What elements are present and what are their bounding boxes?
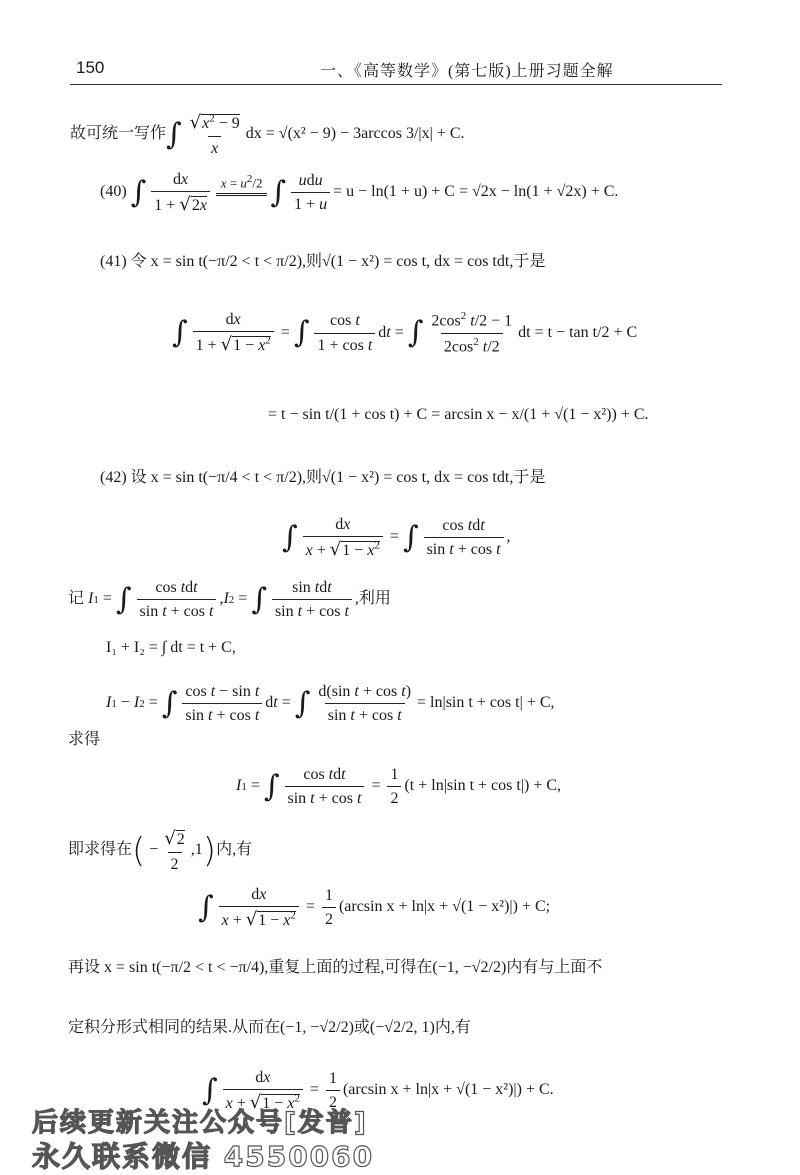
problem-41-integral: ∫ $\frac{dx}{1 + √1 - x^2}$ = ∫ $\frac{\text{cos t}}{\text{1 + cos t}}$ d t = ∫ $\frac{2\cos^2 t/2 - 1}{2\cos^2 t/2}$ dt = t − tan t/2 + C xyxy=(172,310,638,356)
qiude-label: 求得 xyxy=(68,731,101,748)
i1-result: I 1 = ∫ $\frac{\text{cos tdt}}{\text{sin t + cos t}}$ = $\frac{1}{2}$ (t + ln|sin t + cos t|) + C, xyxy=(236,766,562,808)
jiqiu-suffix: 内,有 xyxy=(216,841,253,859)
unify-line: 故可统一写作 ∫ $\frac{√x^2 - 9}{x}$ dx = √(x² − 9) − 3arccos 3/|x| + C. xyxy=(70,112,465,157)
problem-42-integral: ∫ $\frac{dx}{x + √1 - x^2}$ = ∫ $\frac{\text{cos tdt}}{\text{sin t + cos t}}$ , xyxy=(282,516,511,561)
dingji-line: 定积分形式相同的结果.从而在(−1, −√2/2)或(−√2/2, 1)内,有 xyxy=(68,1019,471,1036)
i1-tail: (t + ln|sin t + cos t|) + C, xyxy=(404,777,562,795)
result-1: ∫ $\frac{dx}{x + √1 - x^2}$ = $\frac{1}{2}$ (arcsin x + ln|x + √(1 − x²)|) + C; xyxy=(198,886,551,931)
jiqiu-prefix: 即求得在 xyxy=(68,841,133,859)
ji-label: 记 xyxy=(68,590,85,608)
res1-tail: (arcsin x + ln|x + √(1 − x²)|) + C; xyxy=(338,898,551,916)
running-title: 一、《高等数学》(第七版)上册习题全解 xyxy=(320,63,614,80)
diff-line: I 1 − I 2 = ∫ $\frac{\text{cos t − sin t}}{\text{sin t + cos t}}$ d t = ∫ $\frac{\text{d(sin t + cos t)}}{\text{sin t + cos t}}$ = ln|sin t + cos t| + C, xyxy=(106,683,555,725)
p40-label: (40) xyxy=(100,183,127,201)
zaishe-line: 再设 x = sin t(−π/2 < t < −π/4),重复上面的过程,可得在(−1, −√2/2)内有与上面不 xyxy=(68,959,603,976)
p41-line2-tail: dt = t − tan t/2 + C xyxy=(518,323,638,341)
result-2: ∫ $\frac{dx}{x + √1 - x^2}$ = $\frac{1}{2}$ (arcsin x + ln|x + √(1 − x²)|) + C. xyxy=(202,1069,554,1114)
problem-41-intro: (41) 令 x = sin t(−π/2 < t < π/2),则√(1 − x²) = cos t, dx = cos tdt,于是 xyxy=(100,253,546,270)
res2-tail: (arcsin x + ln|x + √(1 − x²)|) + C. xyxy=(342,1081,554,1099)
page-header xyxy=(70,56,722,85)
p40-rest: = u − ln(1 + u) + C = √2x − ln(1 + √2x) + C. xyxy=(333,183,619,201)
define-i1-i2: 记 I 1 = ∫ $\frac{\text{cos tdt}}{\text{sin t + cos t}}$ , I 2 = ∫ $\frac{\text{sin tdt}}{\text{sin t + cos t}}$ ,利用 xyxy=(68,579,391,621)
problem-41-result: = t − sin t/(1 + cos t) + C = arcsin x − x/(1 + √(1 − x²)) + C. xyxy=(268,406,649,423)
unify-prefix: 故可统一写作 xyxy=(70,125,167,143)
watermark-line-2: 永久联系微信 4550060 xyxy=(32,1140,375,1173)
watermark-line-1: 后续更新关注公众号[发普] xyxy=(32,1108,368,1138)
problem-42-intro: (42) 设 x = sin t(−π/4 < t < π/2),则√(1 − x²) = cos t, dx = cos tdt,于是 xyxy=(100,469,546,486)
ji-tail: ,利用 xyxy=(354,590,391,608)
unify-rest: dx = √(x² − 9) − 3arccos 3/|x| + C. xyxy=(245,125,465,143)
problem-40: (40) ∫ $\frac{dx}{1 + √2x}$ $x = u^2/2$ ∫ $\frac{\text{udu}}{1 + u}$ = u − ln(1 + u) + C = √2x − ln(1 + √2x) + C. xyxy=(100,171,619,216)
interval-line-1: 即求得在 ( − $\frac{√2}{2}$ ,1 ) 内,有 xyxy=(68,828,253,873)
diff-tail: = ln|sin t + cos t| + C, xyxy=(417,694,555,712)
page-number: 150 xyxy=(76,58,105,77)
sum-line: I₁ + I₂ = ∫ dt = t + C, xyxy=(106,639,236,656)
